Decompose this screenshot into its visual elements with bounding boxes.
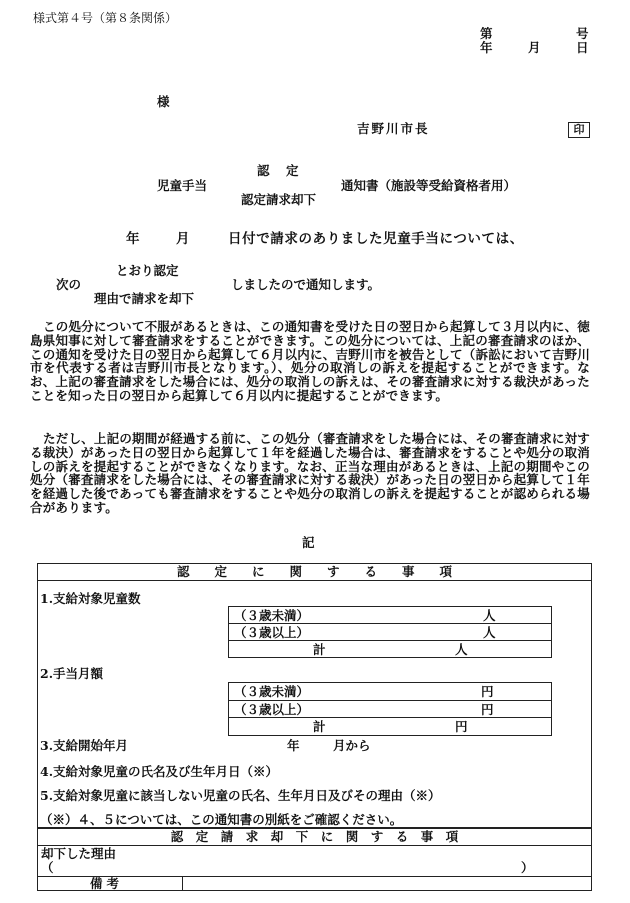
issuer-name: 吉野川市長 (357, 121, 430, 136)
date-year: 年 (480, 40, 493, 55)
amount-under3-label: （３歳未満） (234, 684, 310, 699)
request-text: 日付で請求のありました児童手当については、 (228, 231, 524, 247)
doc-number-prefix: 第 (480, 26, 493, 41)
result-suffix: しましたので通知します。 (231, 277, 381, 292)
date-day: 日 (576, 40, 589, 55)
notice-paragraph-1: この処分について不服があるときは、この通知書を受けた日の翌日から起算して３月以内に、徳島県知事に対して審査請求をすることができます。この処分については、上記の審査請求のほか、この通知を受けた日の翌日から起算して６月以内に、吉野川市を被告として（訴訟において吉野川市を代表する者は吉野川市長となります。）、処分の取消しの訴えを提起することができます。なお、上記の審査請求をした場合には、処分の取消しの訴えは、その審査請求に対する裁決があったことを知った日の翌日から起算して６月以内に提起することができます。 (30, 319, 590, 403)
request-month: 月 (176, 231, 190, 247)
notice-paragraph-2: ただし、上記の期間が経過する前に、この処分（審査請求をした場合には、その審査請求に対する裁決）があった日の翌日から起算して１年を経過した場合は、審査請求をすることや処分の取消しの訴えを提起することができなくなります。なお、正当な理由があるときは、上記の期間やこの処分（審査請求をした場合には、その審査請求に対する裁決）があった日の翌日から起算して１年を経過した後であっても審査請求をすることや処分の取消しの訴えを提起することが認められる場合があります。 (30, 431, 590, 515)
request-year: 年 (126, 231, 140, 247)
count-total-unit: 人 (455, 642, 468, 657)
count-under3-unit: 人 (483, 608, 496, 623)
item-monthly-amount: 2.手当月額 (40, 666, 104, 681)
result-option-reject: 理由で請求を却下 (94, 291, 195, 306)
amount-over3-label: （３歳以上） (234, 702, 310, 717)
start-month: 月から (333, 738, 371, 753)
item-start-month: 3.支給開始年月 (40, 738, 129, 753)
title-option-reject: 認定請求却下 (241, 192, 317, 207)
start-year: 年 (287, 738, 300, 753)
count-total-label: 計 (313, 642, 326, 657)
count-over3-unit: 人 (483, 625, 496, 640)
item-child-count: 1.支給対象児童数 (40, 591, 141, 606)
item-non-eligible-children: 5.支給対象児童に該当しない児童の氏名、生年月日及びその理由（※） (40, 788, 441, 803)
seal-stamp: 印 (568, 122, 590, 138)
addressee-sama: 様 (157, 94, 170, 109)
doc-number-suffix: 号 (576, 26, 589, 41)
title-suffix: 通知書（施設等受給資格者用） (341, 178, 517, 193)
ki-label: 記 (302, 535, 315, 550)
approval-section-header: 認 定 に 関 す る 事 項 (176, 564, 452, 579)
count-under3-label: （３歳未満） (234, 608, 310, 623)
title-prefix: 児童手当 (157, 178, 208, 193)
reason-paren-open: （ (41, 860, 54, 875)
amount-total-label: 計 (313, 719, 326, 734)
result-prefix: 次の (56, 277, 82, 292)
rejection-section-header: 認 定 請 求 却 下 に 関 す る 事 項 (170, 829, 459, 844)
title-option-approve: 認 定 (257, 163, 301, 178)
section1-note: （※）４、５については、この通知書の別紙をご確認ください。 (40, 812, 403, 827)
amount-over3-unit: 円 (481, 702, 494, 717)
reject-reason-label: 却下した理由 (41, 846, 117, 861)
date-month: 月 (528, 40, 541, 55)
amount-under3-unit: 円 (481, 684, 494, 699)
amount-total-unit: 円 (455, 719, 468, 734)
count-over3-label: （３歳以上） (234, 625, 310, 640)
item-child-names: 4.支給対象児童の氏名及び生年月日（※） (40, 764, 279, 779)
form-number: 様式第４号（第８条関係） (33, 11, 178, 25)
reason-paren-close: ） (521, 860, 534, 875)
remarks-label: 備考 (90, 876, 124, 891)
result-option-approve: とおり認定 (116, 263, 179, 278)
